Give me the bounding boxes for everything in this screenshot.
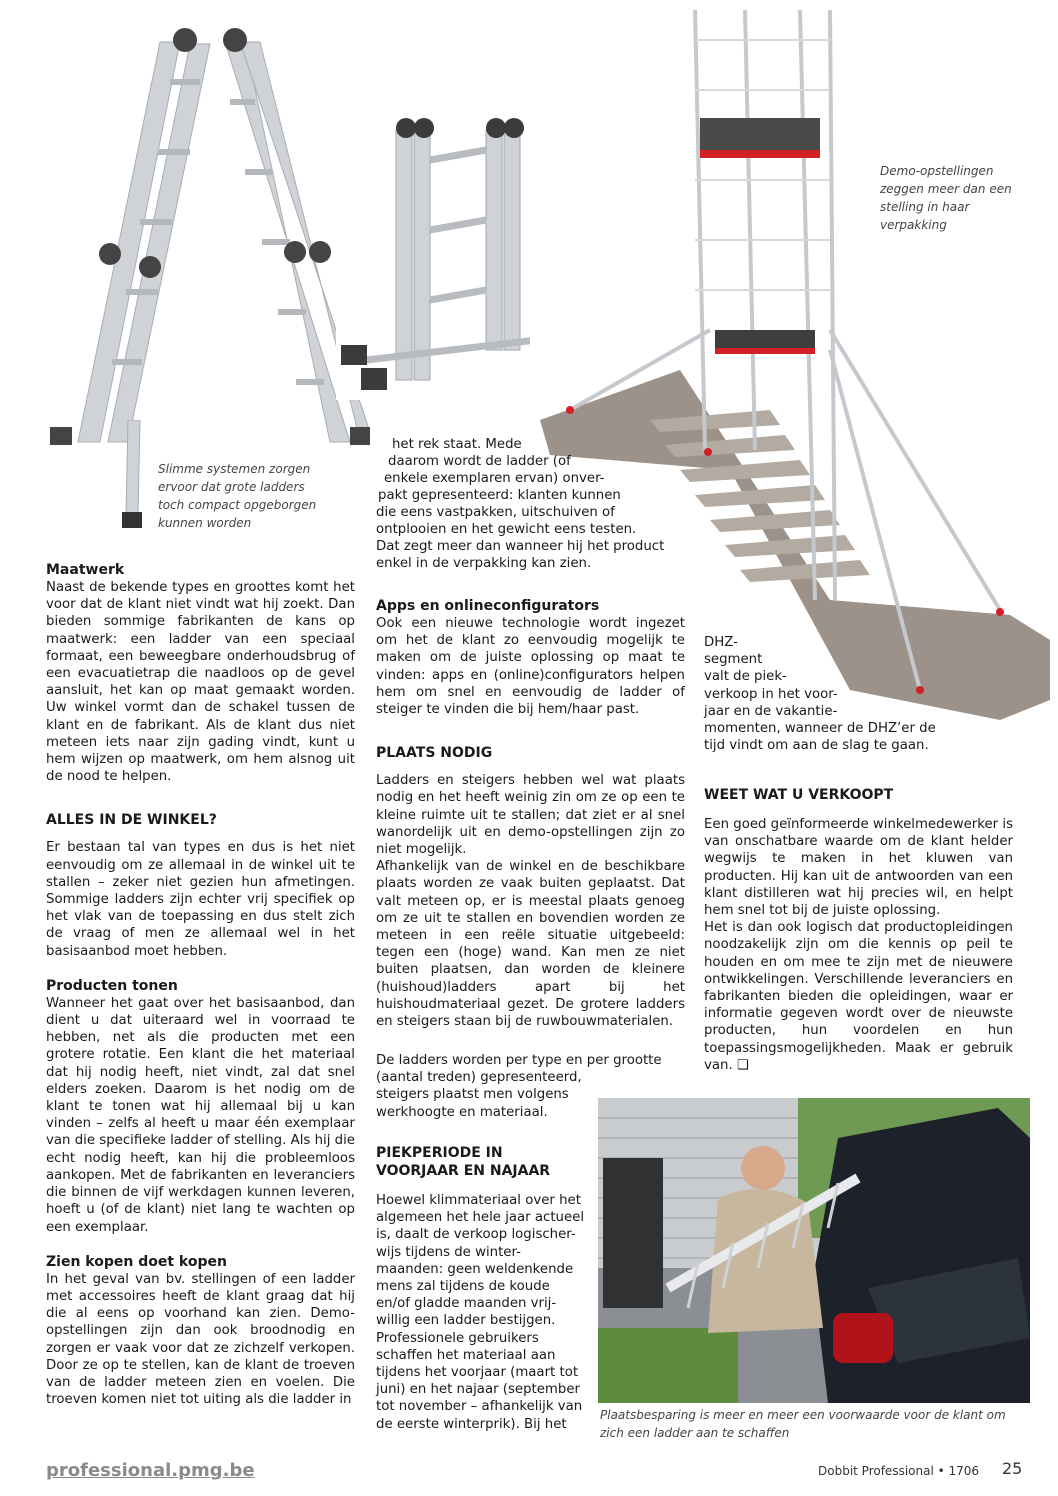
plaats-paragraph-3 — [376, 1052, 662, 1121]
piek-line: willig een ladder bestijgen. — [376, 1313, 556, 1329]
dhz-line: tijd vindt om aan de slag te gaan. — [704, 738, 929, 754]
apps-heading: Apps en onlineconfigurators — [376, 598, 600, 614]
plaats-paragraph-1: Ladders en steigers hebben wel wat plaats nodig en het heeft weinig zin om ze op een te kleine ruimte uit te stallen; dat ziet er al snel wanordelijk uit en demo-opstellingen zijn zo niet mogelijk. — [376, 773, 685, 858]
weet-paragraph-1: Een goed geïnformeerde winkelmedewerker is van onschatbare waarde om de klant helder wegwijs te maken in het kluwen van producten. Hij kan uit de antwoorden van een klant distilleren wat hij precies wil, en helpt hem snel tot bij de juiste oplossing. — [704, 817, 1013, 919]
producten-paragraph: Wanneer het gaat over het basisaanbod, dan dient u dat uiteraard wel in voorraad te hebben, net als die producten met een grotere rotatie. Een klant die het materiaal dat hij nodig heeft, niet vindt, zal dat snel elders zoeken. Daarom is het nodig om de klant te tonen wat hij allemaal bij u kan vinden – zelfs al heeft u maar één exemplaar van die specifieke ladder of stelling. Als hij die echt nodig heeft, kan hij die probleemloos aankopen. Met de fabrikanten en leveranciers die binnen de vijf werkdagen kunnen leveren, hoeft u (of de klant) niet lang te wachten op een exemplaar. — [46, 995, 355, 1235]
dhz-line: DHZ- — [704, 635, 738, 650]
piek-section — [376, 1144, 586, 1433]
producten-heading: Producten tonen — [46, 977, 178, 994]
col2-cont-line: enkel in de verpakking kan zien. — [376, 556, 592, 571]
piek-line: Hoewel klimmateriaal over het — [376, 1193, 581, 1208]
plaats-line: steigers plaatst men volgens — [376, 1087, 569, 1103]
dhz-paragraph — [704, 634, 964, 754]
col2-cont-line: die eens vastpakken, uitschuiven of — [376, 505, 615, 520]
column-1 — [46, 562, 355, 1408]
col2-cont-line: pakt gepresenteerd: klanten kunnen — [378, 488, 621, 503]
piek-line: juni) en het najaar (september — [376, 1382, 580, 1398]
piek-line: en/of gladde maanden vrij- — [376, 1296, 557, 1312]
footer-url-link[interactable]: professional.pmg.be — [46, 1460, 255, 1481]
piek-line: Professionele gebruikers — [376, 1330, 539, 1346]
col2-cont-line: enkele exemplaren ervan) onver- — [384, 471, 605, 486]
alles-paragraph: Er bestaan tal van types en dus is het niet eenvoudig om ze allemaal in de winkel uit te stallen – zeker niet gezien hun afmetingen. Sommige ladders zijn echter vrij specifiek op het vlak van de toepassing en dus stelt zich de vraag of men ze allemaal wel in het basisaanbod moet hebben. — [46, 840, 355, 959]
dhz-line: jaar en de vakantie- — [704, 703, 838, 719]
piek-line: wijs tijdens de winter- — [376, 1244, 521, 1260]
ladder-foot-extension — [120, 420, 150, 530]
plaats-heading: PLAATS NODIG — [376, 745, 493, 762]
weet-heading: WEET WAT U VERKOOPT — [704, 787, 894, 803]
piek-line: is, daalt de verkoop logischer- — [376, 1227, 576, 1243]
piek-heading-line-2: VOORJAAR EN NAJAAR — [376, 1163, 551, 1179]
end-mark-icon: ❑ — [736, 1057, 749, 1073]
plaats-line: werkhoogte en materiaal. — [376, 1104, 548, 1120]
zien-paragraph: In het geval van bv. stellingen of een ladder met accessoires heeft de klant graag dat hij die al eens op voorhand kan zien. Demo-opstellingen zijn dan ook broodnodig en zorgen er vaak voor dat ze zichzelf verkopen. Door ze op te stellen, kan de klant de troeven van de ladder meteen zien en voelen. Die troeven komen niet tot uiting als die ladder in — [46, 1271, 355, 1408]
piek-line: tijdens het voorjaar (maart tot — [376, 1365, 579, 1381]
dhz-line: momenten, wanneer de DHZ’er de — [704, 721, 936, 737]
dhz-line: valt de piek- — [704, 669, 787, 685]
piek-line: algemeen het hele jaar actueel — [376, 1210, 585, 1226]
car-ladder-photo — [598, 1098, 1030, 1403]
column-3 — [704, 786, 1013, 1074]
piek-line: mens zal tijdens de koude — [376, 1279, 550, 1295]
dhz-line: segment — [704, 652, 763, 668]
maatwerk-paragraph: Naast de bekende types en groottes komt het voor dat de klant niet vindt wat hij zoekt. Dan bieden sommige fabrikanten de kans op maatwerk: een ladder van een speciaal formaat, een beweegbare onderhoudsbrug of een evacuatietrap die naadloos op de gevel aansluit, het kan op maat gemaakt worden. Uw winkel vormt dan de schakel tussen de klant en de fabrikant. Als de klant dus niet meteen iets naar zijn gading vindt, kunt u hem wijzen op maatwerk, om hem alsnog uit de nood te helpen. — [46, 580, 355, 785]
plaats-paragraph-2: Afhankelijk van de winkel en de beschikbare plaats worden ze vaak buiten geplaatst. Dat valt meteen op, er is meestal plaats genoeg om ze uit te stallen en bovendien worden ze meteen in een reële situatie uitgebeeld: tegen een (hoge) wand. Kan men ze niet buiten plaatsen, dan worden de kleinere (huishoud)ladders apart bij het huishoudmateriaal gezet. De grotere ladders en steigers staan bij de ruwbouwmaterialen. — [376, 859, 685, 1030]
folding-ladder-photo — [40, 22, 370, 452]
alles-heading: ALLES IN DE WINKEL? — [46, 812, 217, 829]
col2-cont-line: daarom wordt de ladder (of — [388, 454, 571, 469]
car-caption: Plaatsbesparing is meer en meer een voorwaarde voor de klant om zich een ladder aan te schaffen — [600, 1408, 1006, 1440]
weet-paragraph-2 — [704, 919, 1013, 1074]
footer-magazine: Dobbit Professional • 1706 — [818, 1464, 980, 1478]
col2-cont-line: het rek staat. Mede — [392, 437, 522, 452]
piek-line: tot november – afhankelijk van — [376, 1399, 583, 1415]
maatwerk-heading: Maatwerk — [46, 562, 125, 578]
piek-heading-line-1: PIEKPERIODE IN — [376, 1145, 503, 1161]
ladder-caption: Slimme systemen zorgen ervoor dat grote ladders toch compact opgeborgen kunnen worden — [158, 462, 317, 530]
piek-line: maanden: geen weldenkende — [376, 1261, 574, 1277]
page-number: 25 — [1002, 1459, 1023, 1478]
col2-cont-line: Dat zegt meer dan wanneer hij het product — [376, 539, 665, 554]
zien-heading: Zien kopen doet kopen — [46, 1253, 227, 1270]
piek-line: schaffen het materiaal aan — [376, 1347, 556, 1363]
column-2 — [376, 598, 685, 1030]
apps-paragraph: Ook een nieuwe technologie wordt ingezet om het de klant zo eenvoudig mogelijk te maken om de juiste oplossing op maat te vinden: apps en (online)configurators helpen hem om snel en eenvoudig de ladder of steiger te vinden die bij hem/haar past. — [376, 616, 685, 718]
piek-line: de eerste winterprik). Bij het — [376, 1416, 567, 1432]
plaats-line: De ladders worden per type en per grootte — [376, 1053, 662, 1068]
weet-paragraph-2-text: Het is dan ook logisch dat productopleidingen noodzakelijk zijn om die kennis op peil te houden en om mee te zijn met de nieuwere ontwikkelingen. Verschillende leveranciers en fabrikanten bieden die opleidingen, waar er informatie gegeven wordt over de nieuwste producten, hun voordelen en hun toepassingsmogelijkheden. Maak er gebruik van. — [704, 920, 1013, 1073]
col2-cont-line: ontplooien en het gewicht eens testen. — [376, 522, 637, 537]
plaats-line: (aantal treden) gepresenteerd, — [376, 1070, 582, 1086]
scaffold-caption: Demo-opstellingen zeggen meer dan een stelling in haar verpakking — [880, 164, 1012, 232]
dhz-line: verkoop in het voor- — [704, 686, 838, 702]
